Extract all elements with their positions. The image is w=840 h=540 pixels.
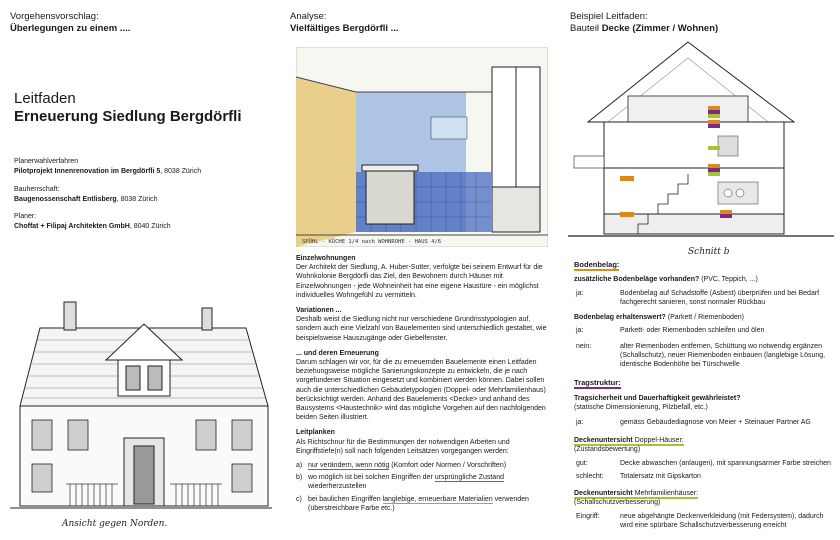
- header-title: Bauteil Decke (Zimmer / Wohnen): [570, 23, 719, 34]
- meta-label: Bauherrschaft:: [14, 186, 60, 193]
- meta-block-procedure: [14, 157, 201, 176]
- meta-value: Choffat + Filipaj Architekten GmbH, 8040 Zürich: [14, 222, 171, 230]
- list-item: a) nur verändern, wenn nötig (Komfort oder Normen / Vorschriften): [296, 462, 507, 470]
- section-title: ... und deren Erneuerung: [296, 349, 379, 357]
- section-body: Darum schlagen wir vor, für die zu erneuernden Bauelemente einen Leitfaden beziehungsweise mögliche Sanierungskonzepte zu entwickeln, die je nach vorgefundener Situation eingesetzt und kombiniert werden können. Dabei sollen auch die unterschiedlichen Gebäudetypologien (Doppel- oder Mehrfamilienhaus) berücksichtigt werden. Anhand des Bauelements <Decke> und anhand des Bausystems <Haustechnik> wird das mögliche Vorgehen auf den nachfolgenden beiden Seiten illustriert.: [296, 359, 546, 422]
- section-body: Als Richtschnur für die Bestimmungen der notwendigen Arbeiten und Eingriffstiefe(n) soll nach folgenden Leitsätzen vorgegangen werden:: [296, 438, 510, 455]
- column-analysis: [280, 0, 560, 540]
- meta-block-planner: [14, 212, 171, 231]
- list-item: c) bei baulichen Eingriffen langlebige, erneuerbare Materialien verwenden (überstreichbare Farbe etc.): [296, 495, 529, 512]
- meta-label: Planerwahlverfahren: [14, 158, 79, 165]
- section-title: Leitplanken: [296, 429, 335, 437]
- column-header: [10, 11, 130, 35]
- document-title-line1: Leitfaden: [14, 90, 76, 107]
- kitchen-sketch: [296, 47, 548, 247]
- analysis-text: [296, 254, 554, 513]
- building-section-drawing: [568, 36, 834, 258]
- section-title-bodenbelag: Bodenbelag:: [574, 260, 620, 269]
- meta-label: Planer:: [14, 213, 37, 220]
- column-header: [290, 11, 399, 35]
- section-caption: Schnitt b: [688, 247, 730, 257]
- header-title: Vielfältiges Bergdörfli ...: [290, 23, 399, 34]
- meta-value: Baugenossenschaft Entlisberg, 8038 Zürich: [14, 195, 158, 203]
- sketch-caption: SPÜHL - KÜCHE 1/4 nach WOHNROHE - HAUS 4/6: [302, 239, 442, 245]
- column-example: Beispiel Leitfaden: Bauteil Decke (Zimmer / Wohnen) Schnitt b Bodenbelag: zusätzliche Bodenbeläge vorhanden? (PVC, Teppich, ...) ja: Bodenbelag auf Schadstoffe (Asbest) überprüfen und bei Bedarf fachgerecht sanieren, sonst normaler Rückbau Bodenbelag erhaltenswert? (Parkett / Riemenboden) ja: Parkett- oder Riemenboden schleifen und ölen nein: alter Riemenboden entfernen, Schüttung wo notwendig ergänzen (Schallschutz), neuer Riemenboden einbauen (langlebige Lösung, identische Bodenhöhe bei Türschwelle Tragstruktur: Tragsicherheit und Dauerhaftigkeit gewährleistet? (statische Dimensionierung, Pilzbefall, etc.) ja: gemäss Gebäudediagnose von Meier + Steinauer Partner AG Deckenuntersicht Doppel-Häuser: (Zustandsbewertung) gut: Decke abwaschen (anlaugen), mit spannungsarmer Farbe streichen schlecht: Totalersatz mit Gipskarton Deckenuntersicht Mehrfamilienhäuser: (Schallschutzverbesserung) Eingriff: neue abgehängte Deckenverkleidung (mit Federsystem), dadurch wird eine spürbare Schallschutzverbesserung erreicht: [560, 0, 840, 540]
- list-item: b) wo möglich ist bei solchen Eingriffen der ursprüngliche Zustand wiederherzustellen: [296, 474, 504, 491]
- section-body: Deshalb weist die Siedlung nicht nur verschiedene Grundrisstypologien auf, sondern auch eine Vielzahl von Bauelementen sind unterschiedlich gestaltet, wie beispielsweise Hauszugänge oder Giebelfenster.: [296, 316, 547, 342]
- meta-value: Pilotprojekt Innenrenovation im Bergdörfli 5, 8038 Zürich: [14, 167, 202, 175]
- header-label: Beispiel Leitfaden:: [570, 11, 648, 22]
- house-elevation-drawing: [6, 288, 274, 534]
- document-title-line2: Erneuerung Siedlung Bergdörfli: [14, 108, 242, 125]
- question: Bodenbelag erhaltenswert? (Parkett / Riemenboden): [574, 314, 744, 321]
- section-title: Einzelwohnungen: [296, 255, 356, 262]
- question: zusätzliche Bodenbeläge vorhanden? (PVC, Teppich, ...): [574, 276, 758, 283]
- section-title: Variationen ...: [296, 307, 342, 315]
- guideline-list: [296, 461, 554, 513]
- question: Tragsicherheit und Dauerhaftigkeit gewährleistet? (statische Dimensionierung, Pilzbefall, etc.): [574, 395, 741, 412]
- section-title-tragstruktur: Tragstruktur:: [574, 378, 621, 387]
- section-body: Der Architekt der Siedlung, A. Huber-Sutter, verfolgte bei seinem Entwurf für die Wohnkolonie Bergdörfli das Ziel, den Bewohnern durch Häuser mit Einzelwohnungen - jede Wohneinheit hat eine eigene Haustüre - ein möglichst individuelles Wohngefühl zu vermitteln.: [296, 264, 543, 299]
- header-label: Vorgehensvorschlag:: [10, 11, 99, 22]
- section-title-mehrfamilien: Deckenuntersicht Mehrfamilienhäuser: (Schallschutzverbesserung): [574, 490, 699, 507]
- column-introduction: [0, 0, 280, 540]
- header-title: Überlegungen zu einem ....: [10, 23, 131, 34]
- drawing-caption: Ansicht gegen Norden.: [62, 519, 168, 529]
- section-title-doppel: Deckenuntersicht Doppel-Häuser: (Zustandsbewertung): [574, 437, 684, 454]
- header-label: Analyse:: [290, 11, 327, 22]
- meta-block-client: [14, 185, 158, 204]
- column-header: [570, 11, 718, 35]
